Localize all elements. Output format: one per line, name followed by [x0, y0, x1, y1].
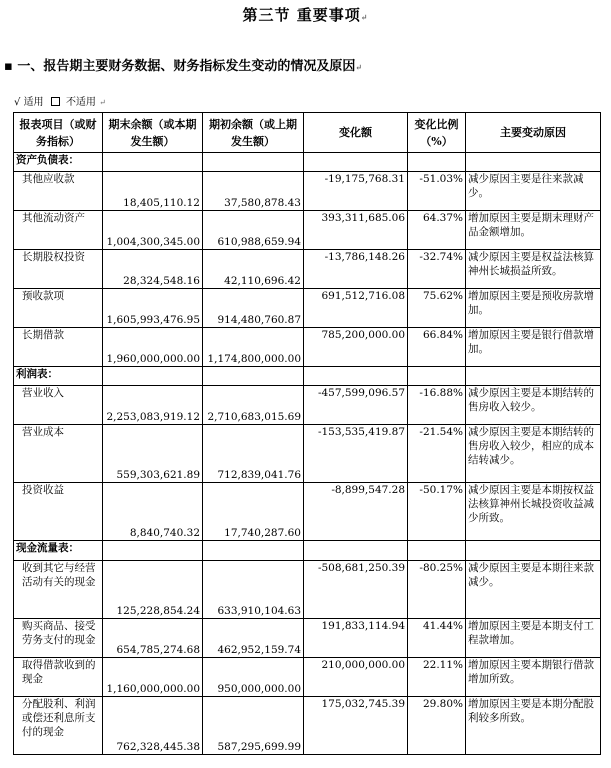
table-group-row — [14, 541, 601, 561]
table-header-row — [14, 113, 601, 153]
change-ratio-cell: -80.25% — [408, 561, 466, 619]
empty-cell — [408, 367, 466, 386]
check-icon: √ — [14, 97, 21, 108]
change-amount-cell: -153,535,419.87 — [304, 425, 408, 483]
change-amount-cell: 691,512,716.08 — [304, 289, 408, 328]
change-ratio-cell: 75.62% — [408, 289, 466, 328]
begin-balance-cell: 950,000,000.00 — [203, 658, 304, 697]
end-balance-cell: 2,253,083,919.12 — [103, 386, 203, 425]
change-reason-cell: 增加原因主要是银行借款增加。 — [466, 328, 601, 367]
end-balance-cell: 1,605,993,476.95 — [103, 289, 203, 328]
item-label-cell: 营业成本 — [14, 425, 103, 483]
change-reason-cell: 减少原因主要是本期按权益法核算神州长城投资收益减少所致。 — [466, 483, 601, 541]
change-reason-cell: 减少原因主要是本期结转的售房收入较少。 — [466, 386, 601, 425]
change-ratio-cell: 66.84% — [408, 328, 466, 367]
change-amount-cell: -8,899,547.28 — [304, 483, 408, 541]
table-row — [14, 619, 601, 658]
empty-cell — [466, 153, 601, 172]
change-reason-cell: 增加原因主要是本期分配股利较多所致。 — [466, 697, 601, 755]
change-ratio-cell: -51.03% — [408, 172, 466, 211]
begin-balance-cell: 587,295,699.99 — [203, 697, 304, 755]
empty-cell — [304, 541, 408, 561]
end-balance-cell: 1,960,000,000.00 — [103, 328, 203, 367]
table-row — [14, 425, 601, 483]
end-balance-cell: 8,840,740.32 — [103, 483, 203, 541]
change-ratio-cell: -16.88% — [408, 386, 466, 425]
table-row — [14, 386, 601, 425]
table-group-row — [14, 367, 601, 386]
begin-balance-cell: 633,910,104.63 — [203, 561, 304, 619]
change-amount-cell: 393,311,685.06 — [304, 211, 408, 250]
change-amount-cell: 785,200,000.00 — [304, 328, 408, 367]
table-row — [14, 658, 601, 697]
change-ratio-cell: 41.44% — [408, 619, 466, 658]
change-reason-cell: 增加原因主要是预收房款增加。 — [466, 289, 601, 328]
end-balance-cell: 28,324,548.16 — [103, 250, 203, 289]
item-label-cell: 长期股权投资 — [14, 250, 103, 289]
table-row — [14, 328, 601, 367]
end-balance-cell: 762,328,445.38 — [103, 697, 203, 755]
empty-cell — [304, 153, 408, 172]
item-label-cell: 投资收益 — [14, 483, 103, 541]
column-header: 变化比例（%） — [408, 113, 466, 153]
change-ratio-cell: -21.54% — [408, 425, 466, 483]
item-label-cell: 取得借款收到的现金 — [14, 658, 103, 697]
item-label-cell: 预收款项 — [14, 289, 103, 328]
begin-balance-cell: 17,740,287.60 — [203, 483, 304, 541]
empty-cell — [103, 153, 203, 172]
table-row — [14, 561, 601, 619]
item-label-cell: 购买商品、接受劳务支付的现金 — [14, 619, 103, 658]
column-header: 期初余额（或上期发生额） — [203, 113, 304, 153]
change-amount-cell: 210,000,000.00 — [304, 658, 408, 697]
not-applicable-label: 不适用 — [65, 97, 96, 108]
end-balance-cell: 18,405,110.12 — [103, 172, 203, 211]
table-row — [14, 697, 601, 755]
end-balance-cell: 654,785,274.68 — [103, 619, 203, 658]
change-ratio-cell: 29.80% — [408, 697, 466, 755]
begin-balance-cell: 712,839,041.76 — [203, 425, 304, 483]
begin-balance-cell: 914,480,760.87 — [203, 289, 304, 328]
section-heading: ▪ 一、报告期主要财务数据、财务指标发生变动的情况及原因↵ — [4, 59, 363, 74]
empty-cell — [103, 541, 203, 561]
empty-cell — [466, 367, 601, 386]
item-label-cell: 分配股利、利润或偿还利息所支付的现金 — [14, 697, 103, 755]
end-balance-cell: 1,004,300,345.00 — [103, 211, 203, 250]
column-header: 期末余额（或本期发生额） — [103, 113, 203, 153]
begin-balance-cell: 42,110,696.42 — [203, 250, 304, 289]
empty-cell — [103, 367, 203, 386]
change-reason-cell: 增加原因主要是期末理财产品金额增加。 — [466, 211, 601, 250]
end-balance-cell: 1,160,000,000.00 — [103, 658, 203, 697]
begin-balance-cell: 37,580,878.43 — [203, 172, 304, 211]
change-reason-cell: 减少原因主要是往来款减少。 — [466, 172, 601, 211]
empty-cell — [408, 153, 466, 172]
table-group-row — [14, 153, 601, 172]
change-ratio-cell: -50.17% — [408, 483, 466, 541]
empty-cell — [203, 153, 304, 172]
table-row — [14, 211, 601, 250]
change-reason-cell: 减少原因主要是本期结转的售房收入较少，相应的成本结转减少。 — [466, 425, 601, 483]
item-label-cell: 营业收入 — [14, 386, 103, 425]
empty-cell — [203, 541, 304, 561]
change-amount-cell: -508,681,250.39 — [304, 561, 408, 619]
group-label-cell: 资产负债表： — [14, 153, 103, 172]
group-label-cell: 现金流量表： — [14, 541, 103, 561]
change-amount-cell: -19,175,768.31 — [304, 172, 408, 211]
applicability-options: √ 适用 不适用 ↵ — [14, 97, 106, 108]
table-row — [14, 289, 601, 328]
item-label-cell: 长期借款 — [14, 328, 103, 367]
column-header: 报表项目（或财务指标） — [14, 113, 103, 153]
change-reason-cell: 减少原因主要是权益法核算神州长城损益所致。 — [466, 250, 601, 289]
change-reason-cell: 增加原因主要是本期支付工程款增加。 — [466, 619, 601, 658]
table-row — [14, 250, 601, 289]
applicable-label: 适用 — [23, 97, 44, 108]
page-title: 第三节 重要事项↵ — [242, 6, 369, 24]
end-balance-cell: 559,303,621.89 — [103, 425, 203, 483]
change-amount-cell: -13,786,148.26 — [304, 250, 408, 289]
empty-cell — [408, 541, 466, 561]
change-reason-cell: 减少原因主要是本期往来款减少。 — [466, 561, 601, 619]
change-amount-cell: 175,032,745.39 — [304, 697, 408, 755]
change-reason-cell: 增加原因主要本期银行借款增加所致。 — [466, 658, 601, 697]
begin-balance-cell: 462,952,159.74 — [203, 619, 304, 658]
financial-change-table — [13, 112, 601, 755]
table-row — [14, 483, 601, 541]
change-ratio-cell: -32.74% — [408, 250, 466, 289]
item-label-cell: 收到其它与经营活动有关的现金 — [14, 561, 103, 619]
change-amount-cell: -457,599,096.57 — [304, 386, 408, 425]
group-label-cell: 利润表： — [14, 367, 103, 386]
change-amount-cell: 191,833,114.94 — [304, 619, 408, 658]
change-ratio-cell: 64.37% — [408, 211, 466, 250]
column-header: 主要变动原因 — [466, 113, 601, 153]
item-label-cell: 其他应收款 — [14, 172, 103, 211]
empty-cell — [466, 541, 601, 561]
begin-balance-cell: 2,710,683,015.69 — [203, 386, 304, 425]
begin-balance-cell: 610,988,659.94 — [203, 211, 304, 250]
begin-balance-cell: 1,174,800,000.00 — [203, 328, 304, 367]
column-header: 变化额 — [304, 113, 408, 153]
checkbox-icon — [51, 97, 60, 106]
empty-cell — [203, 367, 304, 386]
change-ratio-cell: 22.11% — [408, 658, 466, 697]
end-balance-cell: 125,228,854.24 — [103, 561, 203, 619]
table-row — [14, 172, 601, 211]
empty-cell — [304, 367, 408, 386]
item-label-cell: 其他流动资产 — [14, 211, 103, 250]
